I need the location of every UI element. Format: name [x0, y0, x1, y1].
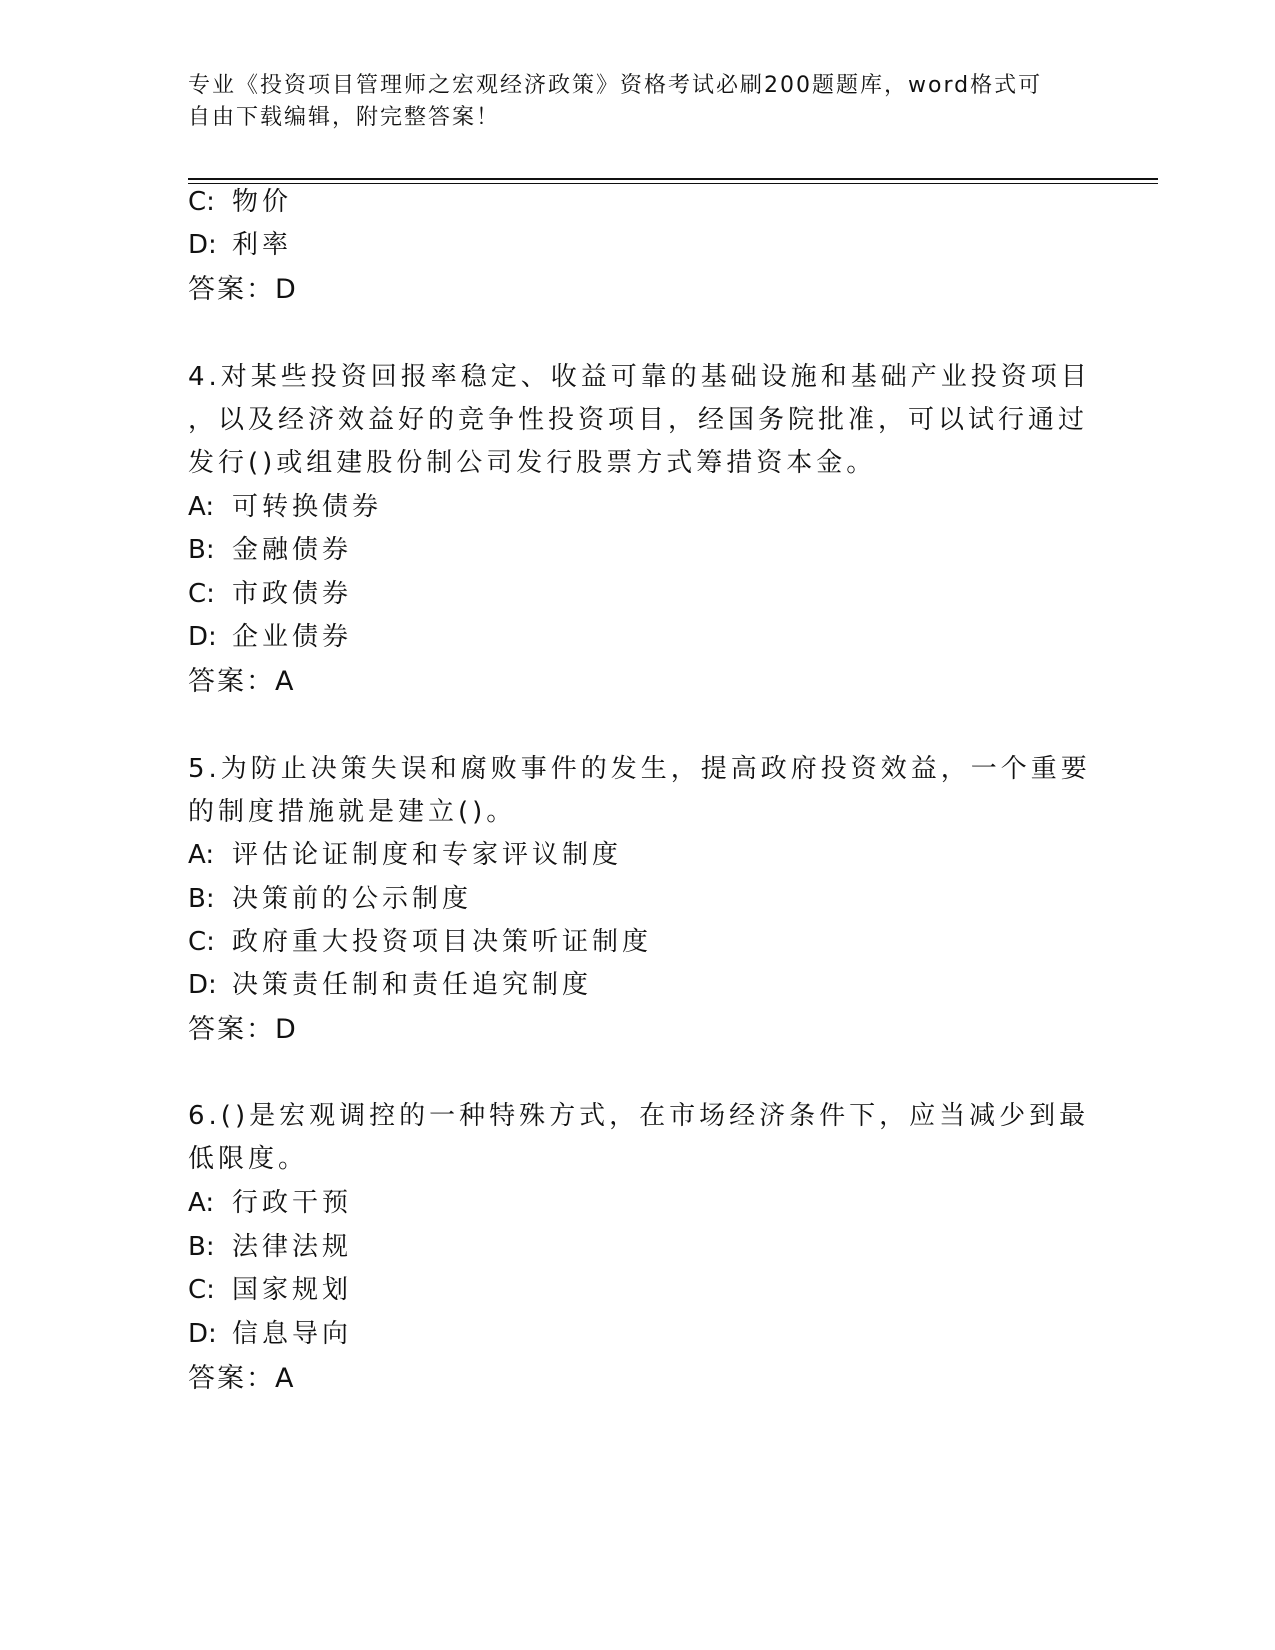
q6-answer: 答案：A — [188, 1363, 296, 1394]
option-key: B: — [188, 884, 215, 914]
option-text: 企业债券 — [232, 622, 353, 652]
option-key: D: — [188, 1319, 217, 1349]
option-text: 行政干预 — [232, 1188, 353, 1218]
option-text: 信息导向 — [232, 1319, 353, 1349]
q6-stem-line-1: 6.()是宏观调控的一种特殊方式，在市场经济条件下，应当减少到最 — [188, 1101, 1090, 1131]
q6-option-c — [188, 1268, 352, 1313]
q6-option-d — [188, 1312, 352, 1357]
option-key: C: — [188, 1275, 215, 1305]
option-key: D: — [188, 622, 217, 652]
q5-option-c — [188, 920, 652, 965]
option-key: D: — [188, 970, 217, 1000]
option-text: 利率 — [232, 230, 293, 260]
q3-option-d — [188, 223, 292, 268]
q4-option-c — [188, 572, 352, 617]
q6-option-b — [188, 1225, 352, 1270]
q4-stem-line-1: 4.对某些投资回报率稳定、收益可靠的基础设施和基础产业投资项目 — [188, 362, 1091, 392]
q4-option-a — [188, 485, 382, 530]
option-key: A: — [188, 840, 215, 870]
option-text: 评估论证制度和专家评议制度 — [232, 840, 623, 870]
option-text: 可转换债券 — [232, 492, 383, 522]
option-key: A: — [188, 492, 215, 522]
option-text: 物价 — [232, 187, 293, 217]
option-text: 决策责任制和责任追究制度 — [232, 970, 593, 1000]
option-key: D: — [188, 230, 217, 260]
q5-answer: 答案：D — [188, 1014, 298, 1045]
option-text: 金融债券 — [232, 535, 353, 565]
option-key: C: — [188, 927, 215, 957]
option-text: 决策前的公示制度 — [232, 884, 473, 914]
q5-stem-line-1: 5.为防止决策失误和腐败事件的发生，提高政府投资效益，一个重要 — [188, 754, 1091, 784]
option-key: A: — [188, 1188, 215, 1218]
q5-stem-line-2: 的制度措施就是建立()。 — [188, 797, 517, 827]
document-header — [188, 70, 1068, 134]
option-text: 政府重大投资项目决策听证制度 — [232, 927, 653, 957]
option-key: B: — [188, 535, 215, 565]
option-text: 国家规划 — [232, 1275, 353, 1305]
q3-option-c — [188, 180, 292, 225]
option-key: B: — [188, 1232, 215, 1262]
header-title-line-2: 自由下载编辑，附完整答案！ — [188, 105, 501, 130]
header-divider-thick — [188, 178, 1158, 180]
q4-option-d — [188, 615, 352, 660]
header-divider-thin — [188, 183, 1158, 184]
q6-stem-line-2: 低限度。 — [188, 1144, 309, 1174]
q4-option-b — [188, 528, 352, 573]
q5-option-a — [188, 833, 622, 878]
option-key: C: — [188, 187, 215, 217]
header-title-line-1: 专业《投资项目管理师之宏观经济政策》资格考试必刷200题题库，word格式可 — [188, 73, 1043, 98]
q4-stem-line-3: 发行()或组建股份制公司发行股票方式筹措资本金。 — [188, 448, 877, 478]
q4-answer: 答案：A — [188, 666, 296, 697]
q6-option-a — [188, 1181, 352, 1226]
q5-option-d — [188, 963, 592, 1008]
option-text: 市政债券 — [232, 579, 353, 609]
q4-stem-line-2: ，以及经济效益好的竞争性投资项目，经国务院批准，可以试行通过 — [188, 405, 1089, 435]
q5-option-b — [188, 877, 472, 922]
option-key: C: — [188, 579, 215, 609]
option-text: 法律法规 — [232, 1232, 353, 1262]
q3-answer: 答案：D — [188, 274, 298, 305]
